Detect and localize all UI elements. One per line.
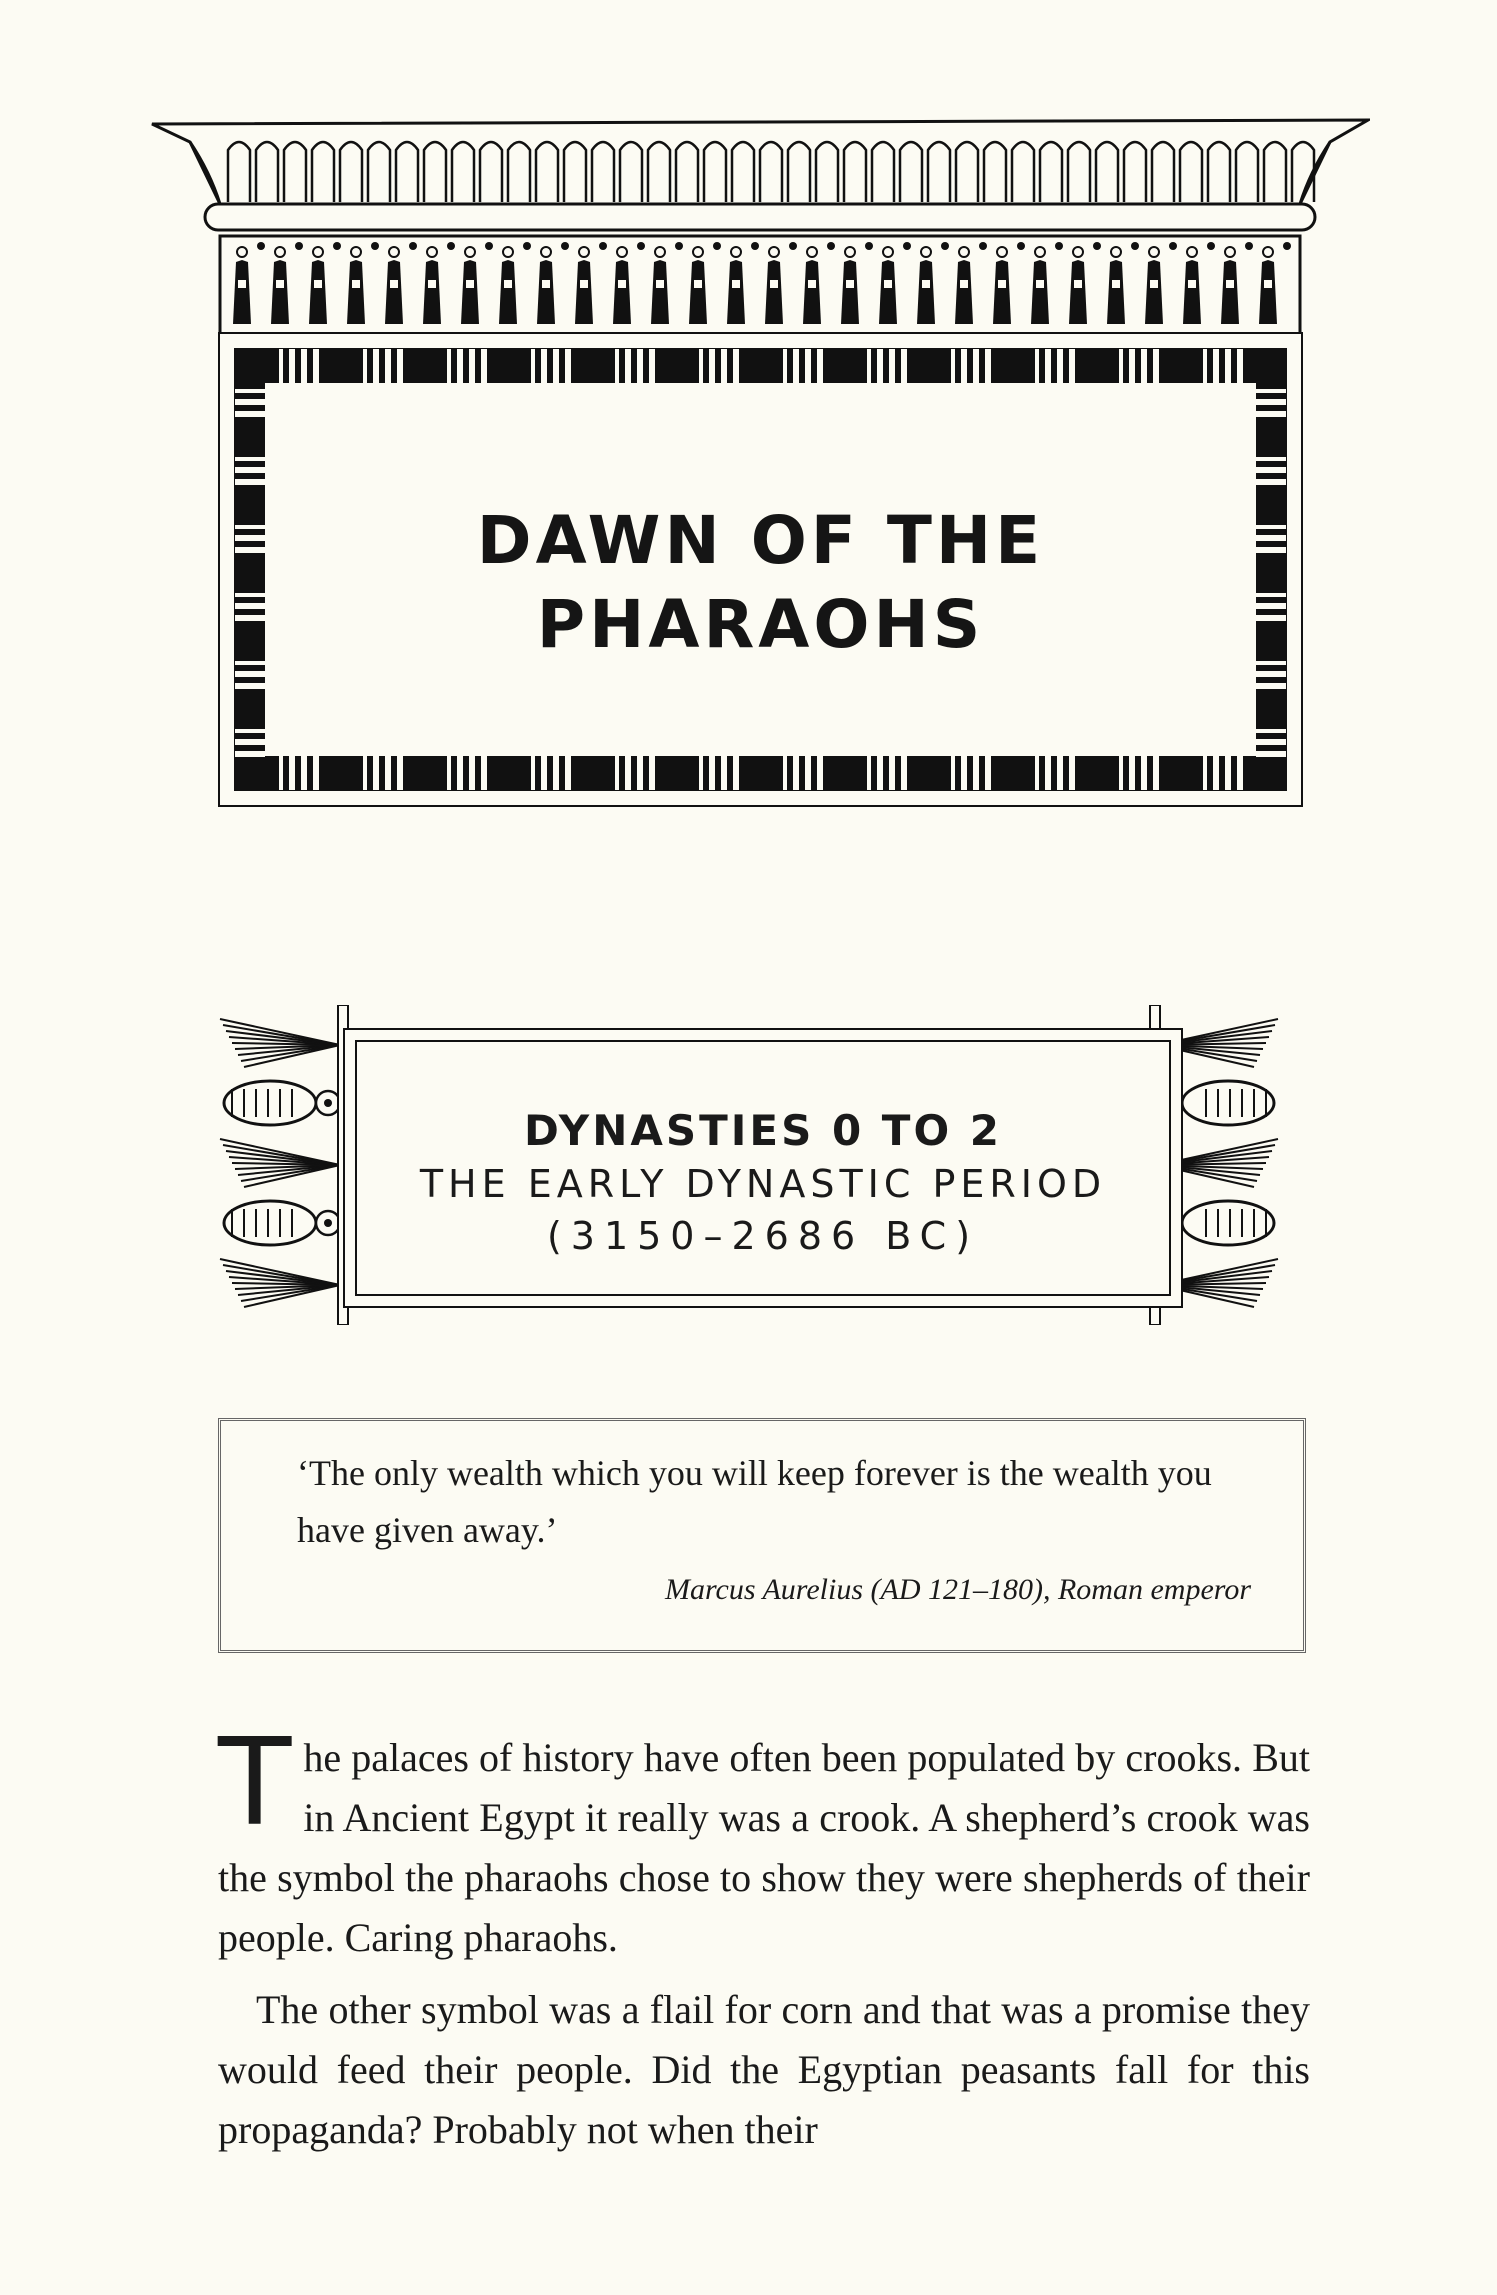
body-text — [218, 1714, 1310, 2172]
papyrus-ornament-left — [210, 1005, 350, 1325]
dynasty-title: DYNASTIES 0 TO 2 — [523, 1106, 1002, 1155]
frame-band-right — [1256, 349, 1286, 790]
dynasty-subtitle: THE EARLY DYNASTIC PERIOD — [419, 1162, 1107, 1206]
dynasty-dates: (3150–2686 BC) — [546, 1214, 980, 1258]
paragraph-1 — [218, 1714, 1310, 1968]
dynasty-plaque-inner — [355, 1040, 1171, 1296]
frame-band-top — [235, 349, 1286, 383]
paragraph-2: The other symbol was a flail for corn and that was a promise they would feed their people. Did the Egyptian peasants fall for this propaganda? Probably not when their — [218, 1987, 1310, 2152]
paragraph-1-text: he palaces of history have often been populated by crooks. But in Ancient Egypt it really was a crook. A shepherd’s crook was the symbol the pharaohs chose to show they were shepherds of their people. Caring pharaohs. — [218, 1735, 1310, 1960]
chapter-frame-inner — [234, 348, 1287, 791]
drop-cap: T — [218, 1714, 292, 1853]
epigraph-text: ‘The only wealth which you will keep forever is the wealth you have given away.’ — [297, 1453, 1212, 1550]
cornice-ornament — [150, 112, 1370, 352]
epigraph-box — [218, 1418, 1306, 1653]
frame-band-left — [235, 349, 265, 790]
epigraph-attribution: Marcus Aurelius (AD 121–180), Roman emperor — [664, 1573, 1251, 1606]
frame-band-bottom — [235, 756, 1286, 790]
chapter-frame — [218, 332, 1303, 807]
dynasty-plaque — [343, 1028, 1183, 1308]
chapter-title: DAWN OF THE PHARAOHS — [476, 502, 1045, 663]
